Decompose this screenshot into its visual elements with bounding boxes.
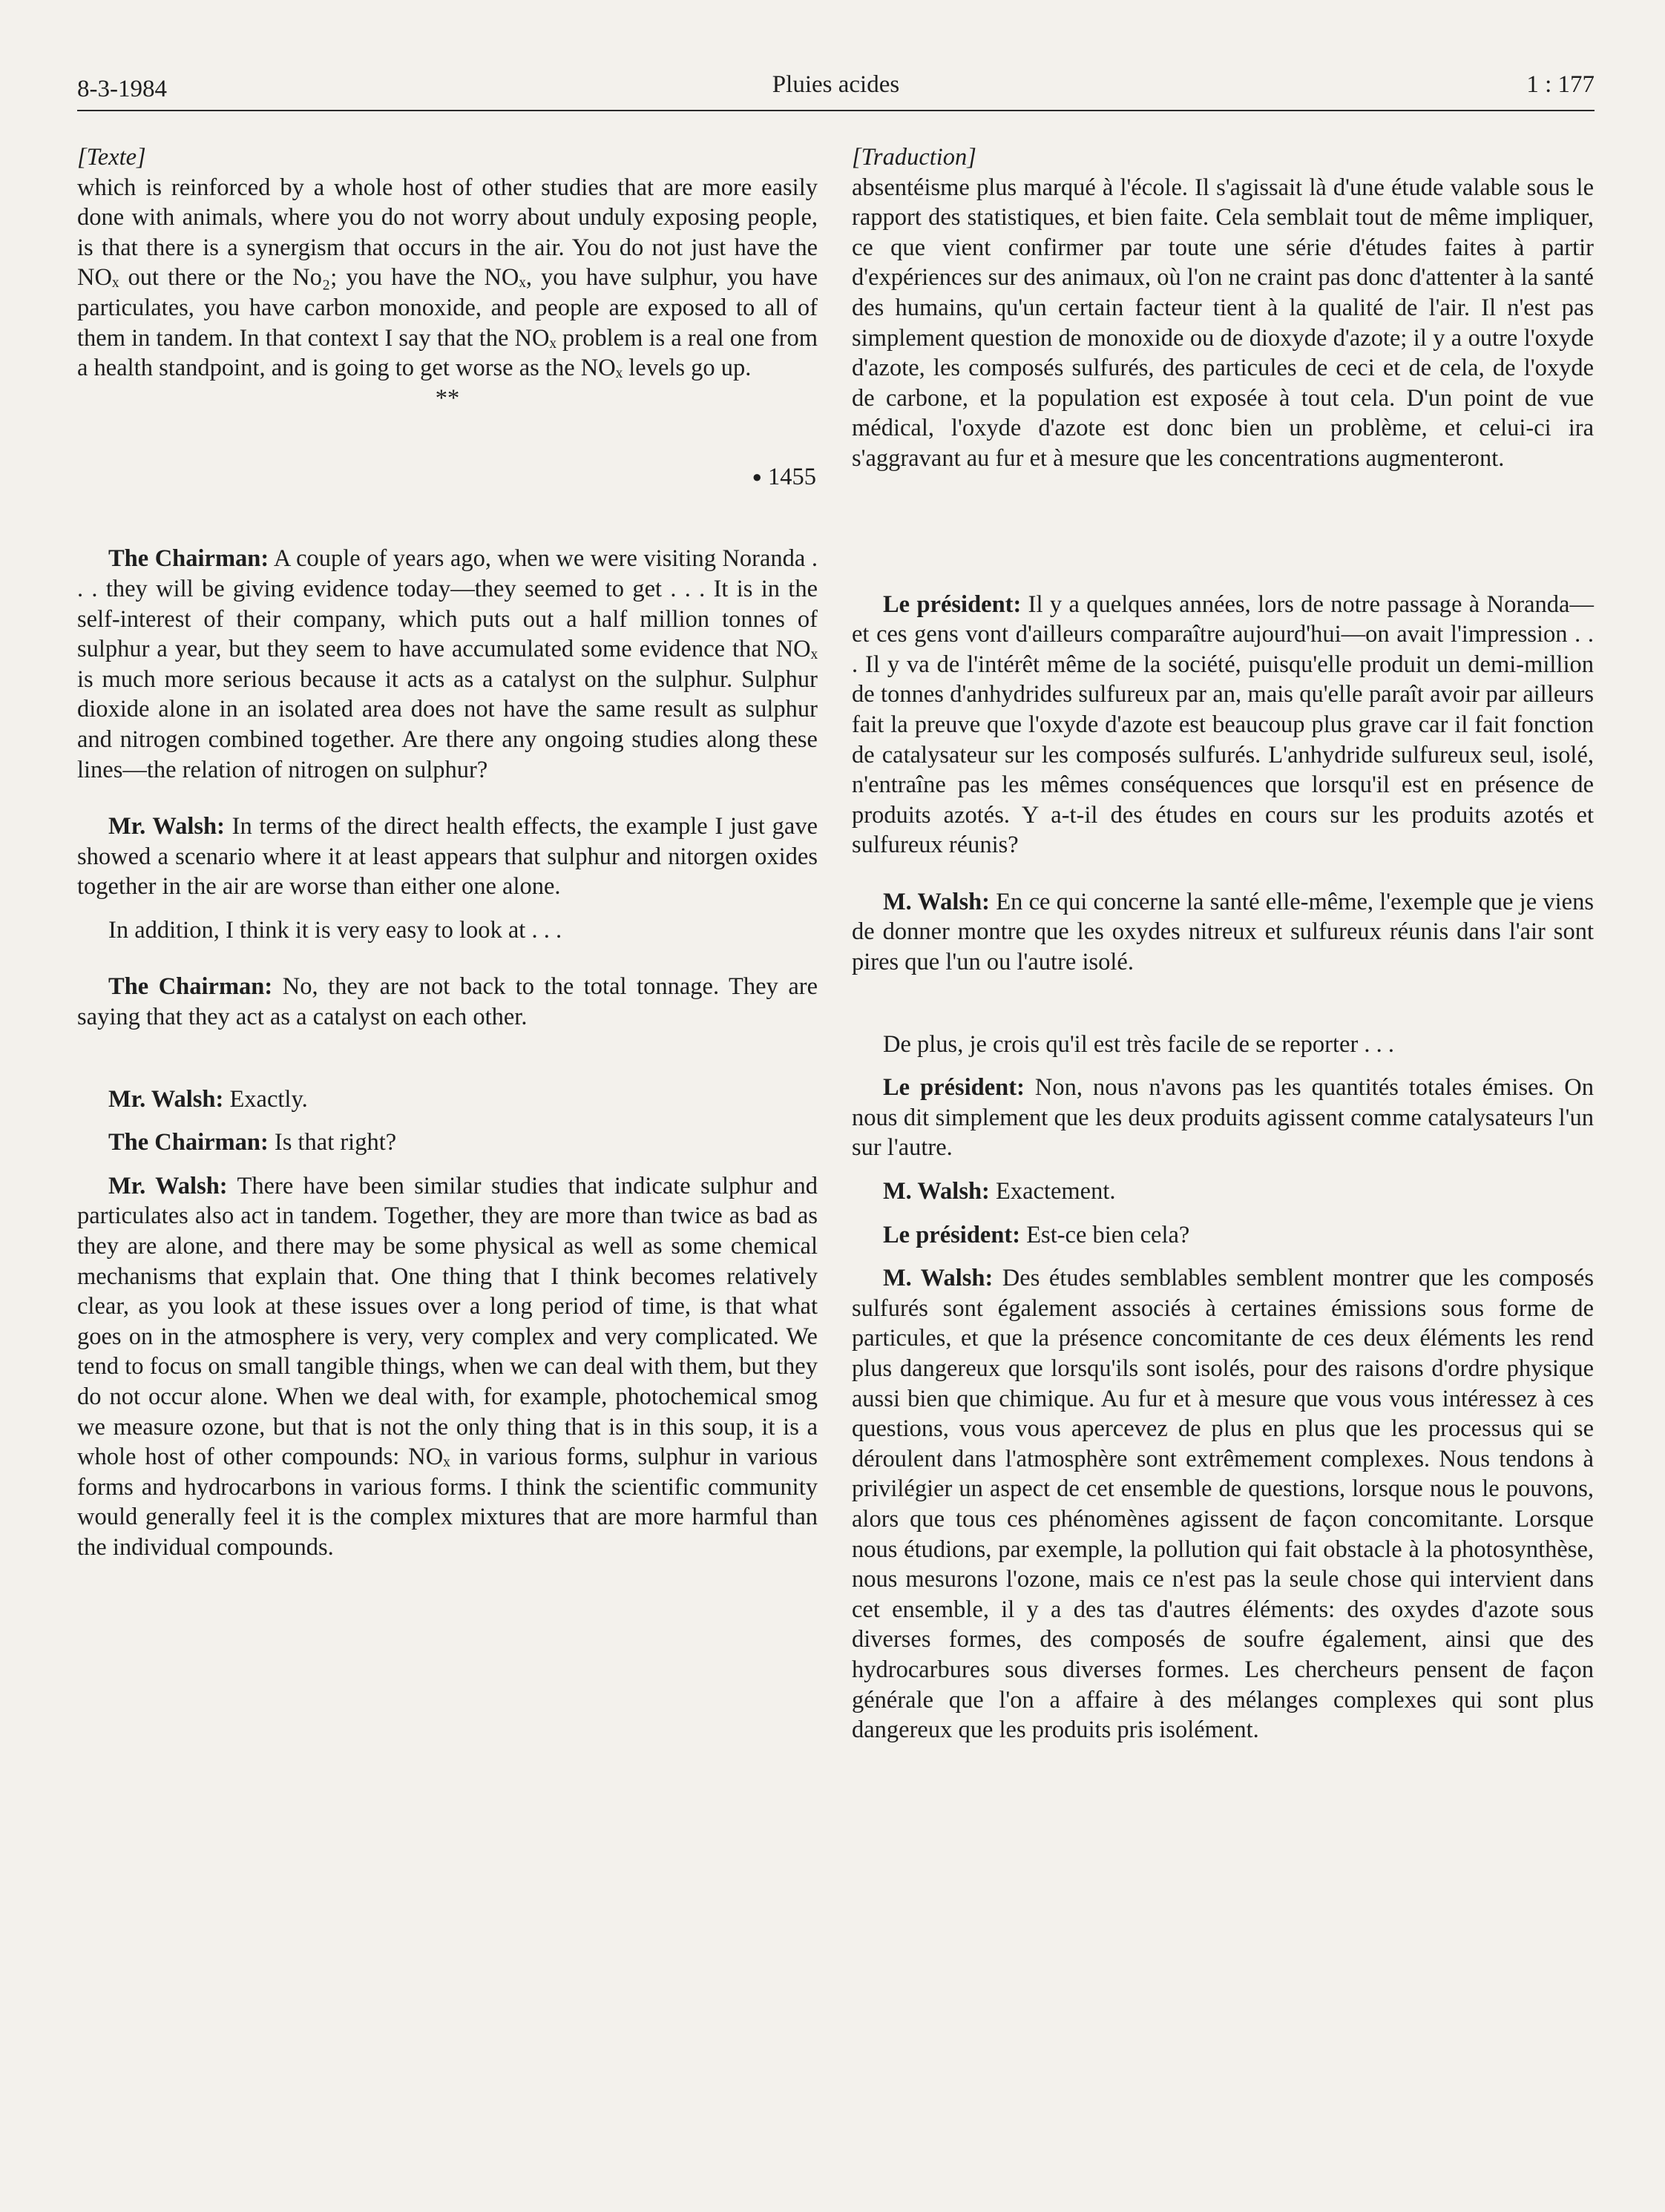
speaker-name: Mr. Walsh:	[108, 1172, 228, 1199]
english-column	[77, 142, 818, 1563]
speech-text: Des études semblables semblent montrer que les composés sulfurés sont également associés à certaines émissions sous forme de particules, et que la présence concomitante de ces deux éléments les rend plus dangereux que lorsqu'ils sont isolés, pour des raisons d'ordre physique aussi bien que chimique. Au fur et à mesure que vous vous intéressez à ces questions, vous vous apercevez de plus en plus que les processus qui se déroulent dans l'atmosphère sont extrêmement complexes. Nous tendons à privilégier un aspect de cet ensemble de questions, lorsque nous le pouvons, alors que tous ces phénomènes agissent de façon concomitante. Lorsque nous étudions, par exemple, la pollution qui fait obstacle à la photosynthèse, nous mesurons l'ozone, mais ce n'est pas la seule chose qui intervient dans cet ensemble, il y a des tas d'autres éléments: des oxydes d'azote sous diverses formes, des composés de soufre également, ainsi que des hydrocarbures sous diverses formes. Les chercheurs pensent de façon générale que l'on a affaire à des mélanges complexes qui sont plus dangereux que les produits pris isolément.	[852, 1265, 1595, 1744]
speaker-name: Le président:	[883, 1074, 1025, 1102]
speech-paragraph	[77, 812, 818, 902]
speaker-name: M. Walsh:	[883, 1265, 994, 1292]
speech-text: Non, nous n'avons pas les quantités totales émises. On nous dit simplement que les deux produits agissent comme catalysateurs l'un sur l'autre.	[852, 1074, 1594, 1162]
speech-paragraph	[77, 544, 818, 785]
speaker-name: M. Walsh:	[883, 1178, 990, 1205]
speech-text: Exactly.	[223, 1085, 308, 1113]
speech-paragraph	[852, 1263, 1594, 1745]
paragraph: which is reinforced by a whole host of other studies that are more easily done with animals, where you do not worry about unduly exposing people, is that there is a synergism that occurs in the air. You do not just have the NOₓ out there or the No₂; you have the NOₓ, you have sulphur, you have particulates, you have carbon monoxide, and people are exposed to all of them in tandem. In that context I say that the NOₓ problem is a real one from a health standpoint, and is going to get worse as the NOₓ levels go up.	[77, 174, 818, 382]
speech-text: There have been similar studies that indicate sulphur and particulates also act in tandem. Together, they are more than twice as bad as they are alone, and there may be some physical as well as some chemical mechanisms that explain that. One thing that I think becomes relatively clear, as you look at these issues over a long period of time, is that what goes on in the atmosphere is very, very complex and very complicated. We tend to focus on small tangible things, when we can deal with them, but they do not occur alone. When we deal with, for example, photochemical smog we measure ozone, but that is not the only thing that is in this soup, it is a whole host of other compounds: NOₓ in various forms, sulphur in various forms and hydrocarbons in various forms. I think the scientific community would generally feel it is the complex mixtures that are more harmful than the individual compounds.	[77, 1172, 818, 1561]
speech-text: En ce qui concerne la santé elle-même, l'exemple que je viens de donner montre que les oxydes nitreux et sulfureux réunis dans l'air sont pires que l'un ou l'autre isolé.	[852, 888, 1594, 976]
time-marker-value: 1455	[768, 463, 816, 490]
speech-paragraph	[852, 887, 1594, 978]
speech-paragraph	[852, 590, 1594, 860]
speaker-name: Le président:	[883, 1221, 1021, 1248]
speech-text: In terms of the direct health effects, the example I just gave showed a scenario where it at least appears that sulphur and nitorgen oxides together in the air are worse than either one alone.	[77, 813, 818, 901]
speech-paragraph	[852, 1176, 1594, 1207]
speaker-name: The Chairman:	[108, 973, 273, 1001]
bullet-icon: ●	[752, 467, 762, 486]
header-rule	[77, 110, 1595, 111]
speech-paragraph	[77, 1171, 818, 1563]
speech-paragraph	[852, 1073, 1594, 1163]
speech-text: Est-ce bien cela?	[1020, 1221, 1190, 1248]
speech-paragraph	[852, 1220, 1594, 1251]
speech-text: Is that right?	[268, 1129, 397, 1156]
page-header	[77, 67, 1595, 111]
section-star-mark: **	[435, 384, 460, 412]
header-title: Pluies acides	[772, 71, 900, 98]
paragraph: De plus, je crois qu'il est très facile de se reporter . . .	[883, 1030, 1395, 1058]
column-spacer	[852, 474, 1594, 563]
speaker-name: The Chairman:	[108, 545, 269, 573]
column-label-traduction: [Traduction]	[852, 144, 976, 171]
speaker-name: Mr. Walsh:	[108, 1085, 224, 1113]
speech-text: Exactement.	[989, 1178, 1116, 1205]
column-label-texte: [Texte]	[77, 144, 146, 171]
header-date: 8-3-1984	[77, 76, 167, 102]
speaker-name: M. Walsh:	[883, 888, 990, 915]
paragraph: In addition, I think it is very easy to look at . . .	[108, 916, 562, 944]
paragraph: absentéisme plus marqué à l'école. Il s'agissait là d'une étude valable sous le rapport des statistiques, et bien faite. Cela semblait tout de même impliquer, ce que vient confirmer par toute une série d'études faites à partir d'expériences sur des animaux, où l'on ne craint pas donc d'attenter à la santé des humains, qu'un certain facteur tient à la qualité de l'air. Il n'est pas simplement question de monoxide ou de dioxyde d'azote; il y a outre l'oxyde d'azote, les composés sulfurés, des particules de ceci et de cela, de l'oxyde de carbone, et la population est exposée à tout cela. D'un point de vue médical, l'oxyde d'azote est donc bien un problème, et celui-ci ira s'aggravant au fur et à mesure que les concentrations augmenteront.	[852, 174, 1594, 472]
speaker-name: The Chairman:	[108, 1129, 269, 1156]
speech-paragraph	[77, 1084, 818, 1115]
speech-paragraph	[77, 1128, 818, 1158]
speaker-name: Le président:	[883, 590, 1022, 618]
speech-text: A couple of years ago, when we were visiting Noranda . . . they will be giving evidence today—they seemed to get . . . It is in the self-interest of their company, which puts out a half million tonnes of sulphur a year, but they seem to have accumulated some evidence that NOₓ is much more serious because it acts as a catalyst on the sulphur. Sulphur dioxide alone in an isolated area does not have the same result as sulphur and nitrogen combined together. Are there any ongoing studies along these lines—the relation of nitrogen on sulphur?	[77, 545, 818, 783]
speech-text: No, they are not back to the total tonnage. They are saying that they act as a catalyst on each other.	[77, 973, 818, 1031]
speaker-name: Mr. Walsh:	[108, 813, 225, 840]
speech-paragraph	[77, 972, 818, 1032]
french-column	[852, 142, 1594, 1745]
speech-text: Il y a quelques années, lors de notre passage à Noranda—et ces gens vont d'ailleurs comparaître aujourd'hui—on avait l'impression . . . Il y va de l'intérêt même de la société, puisqu'elle produit un demi-million de tonnes d'anhydrides sulfureux par an, mais qu'elle paraît avoir par ailleurs fait la preuve que l'oxyde d'azote est beaucoup plus grave car il fait fonction de catalysateur sur les composés sulfurés. L'anhydride sulfureux seul, isolé, n'entraîne pas les mêmes conséquences que lorsqu'il est en présence de produits azotés. Y a-t-il des études en cours sur les produits azotés et sulfureux réunis?	[852, 590, 1594, 859]
time-marker	[77, 462, 818, 493]
header-page-number: 1 : 177	[1526, 71, 1595, 98]
